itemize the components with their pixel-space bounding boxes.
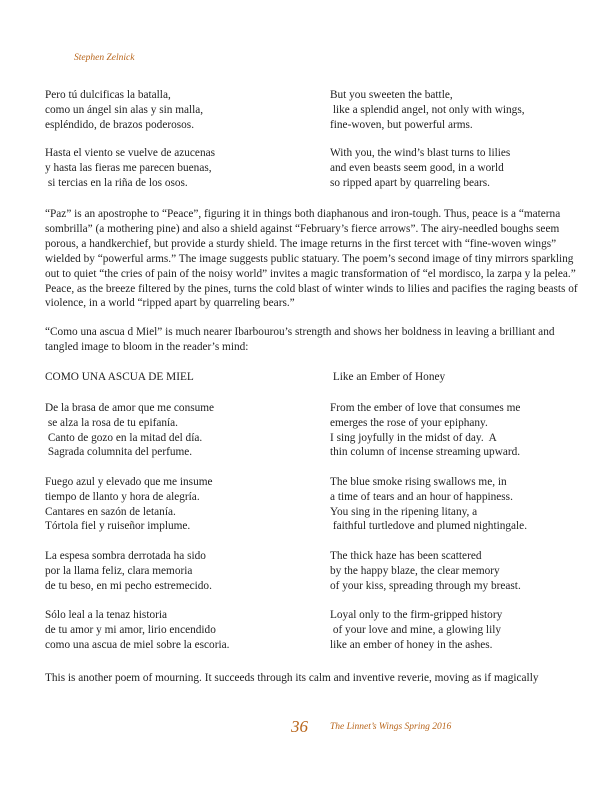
verse-line: Loyal only to the firm-gripped history bbox=[330, 609, 503, 621]
verse-line: The thick haze has been scattered bbox=[330, 550, 482, 562]
verse-line: y hasta las fieras me parecen buenas, bbox=[45, 161, 212, 174]
verse-line: como una ascua de miel sobre la escoria. bbox=[45, 638, 230, 651]
verse-line: Sagrada columnita del perfume. bbox=[45, 446, 193, 459]
english-column bbox=[330, 88, 575, 132]
commentary-paragraph-1: “Paz” is an apostrophe to “Peace”, figuring it in things both diaphanous and iron-tough. Thus, peace is a “materna sombrilla” (a mothering pine) and also a shield against “February’s fierce arrows”. The airy-needled boughs seem porous, a handkerchief, but provide a sturdy shield. The image returns in the first tercet with “fine-woven wings” wielded by “powerful arms.” The image suggests public statuary. The poem’s second image of tiny mirrors sparkling out to quiet “the cries of pain of the noisy world” invites a magic transformation of “el mordisco, la zarpa y la pelea.” Peace, as the breeze filtered by the pines, turns the cold blast of winter winds to lilies and pacifies the raging beasts of violence, in a world “ripped apart by quarreling bears.” bbox=[45, 208, 578, 310]
verse-line: como un ángel sin alas y sin malla, bbox=[45, 103, 204, 116]
verse-line: I sing joyfully in the midst of day. A bbox=[330, 431, 497, 444]
poem2-title-spanish: COMO UNA ASCUA DE MIEL bbox=[45, 371, 194, 383]
spanish-column bbox=[45, 475, 310, 534]
verse-line: With you, the wind’s blast turns to lilies bbox=[330, 147, 511, 159]
poem2-title-english: Like an Ember of Honey bbox=[330, 371, 446, 383]
verse-line: Canto de gozo en la mitad del día. bbox=[45, 431, 203, 444]
poem2-stanza-3 bbox=[45, 549, 575, 593]
running-header-author: Stephen Zelnick bbox=[74, 53, 135, 63]
verse-line: thin column of incense streaming upward. bbox=[330, 446, 521, 459]
verse-line: of your kiss, spreading through my breast. bbox=[330, 579, 521, 592]
verse-line: of your love and mine, a glowing lily bbox=[330, 623, 501, 636]
poem2-stanza-1 bbox=[45, 401, 575, 460]
verse-line: Pero tú dulcificas la batalla, bbox=[45, 89, 171, 101]
spanish-column bbox=[45, 549, 310, 593]
verse-line: si tercias en la riña de los osos. bbox=[45, 176, 188, 189]
verse-line: like a splendid angel, not only with wings, bbox=[330, 103, 525, 116]
verse-line: se alza la rosa de tu epifanía. bbox=[45, 416, 178, 429]
spanish-column bbox=[45, 608, 310, 652]
verse-line: espléndido, de brazos poderosos. bbox=[45, 118, 195, 131]
verse-line: de tu amor y mi amor, lirio encendido bbox=[45, 623, 216, 636]
verse-line: Hasta el viento se vuelve de azucenas bbox=[45, 147, 216, 159]
verse-line: tiempo de llanto y hora de alegría. bbox=[45, 490, 200, 503]
verse-line: From the ember of love that consumes me bbox=[330, 402, 521, 414]
poem2-stanza-2 bbox=[45, 475, 575, 534]
verse-line: Tórtola fiel y ruiseñor implume. bbox=[45, 520, 191, 533]
verse-line: fine-woven, but powerful arms. bbox=[330, 118, 473, 131]
english-column bbox=[330, 146, 575, 190]
poem2-stanza-4 bbox=[45, 608, 575, 652]
english-column bbox=[330, 401, 575, 460]
verse-line: De la brasa de amor que me consume bbox=[45, 402, 215, 414]
verse-line: a time of tears and an hour of happiness. bbox=[330, 490, 513, 503]
english-column bbox=[330, 475, 575, 534]
commentary-paragraph-3: This is another poem of mourning. It succeeds through its calm and inventive reverie, moving as if magically bbox=[45, 672, 539, 684]
poem1-stanza-1 bbox=[45, 88, 575, 132]
verse-line: faithful turtledove and plumed nightingale. bbox=[330, 520, 528, 533]
spanish-column bbox=[45, 88, 310, 132]
spanish-column bbox=[45, 401, 310, 460]
poem1-stanza-2 bbox=[45, 146, 575, 190]
verse-line: Fuego azul y elevado que me insume bbox=[45, 476, 213, 488]
verse-line: emerges the rose of your epiphany. bbox=[330, 416, 488, 429]
verse-line: like an ember of honey in the ashes. bbox=[330, 638, 493, 651]
verse-line: de tu beso, en mi pecho estremecido. bbox=[45, 579, 212, 592]
verse-line: La espesa sombra derrotada ha sido bbox=[45, 550, 206, 562]
verse-line: so ripped apart by quarreling bears. bbox=[330, 176, 490, 189]
verse-line: by the happy blaze, the clear memory bbox=[330, 564, 500, 577]
spanish-column bbox=[45, 146, 310, 190]
verse-line: por la llama feliz, clara memoria bbox=[45, 564, 193, 577]
verse-line: Cantares en sazón de letanía. bbox=[45, 505, 176, 518]
verse-line: The blue smoke rising swallows me, in bbox=[330, 476, 507, 488]
poem2-title-row bbox=[45, 370, 575, 385]
verse-line: But you sweeten the battle, bbox=[330, 89, 453, 101]
commentary-paragraph-2: “Como una ascua d Miel” is much nearer Ibarbourou’s strength and shows her boldness in leaving a brilliant and tangled image to bloom in the reader’s mind: bbox=[45, 326, 555, 353]
verse-line: You sing in the ripening litany, a bbox=[330, 505, 478, 518]
page-number: 36 bbox=[291, 717, 308, 736]
verse-line: and even beasts seem good, in a world bbox=[330, 161, 504, 174]
publication-title: The Linnet’s Wings Spring 2016 bbox=[330, 722, 452, 732]
verse-line: Sólo leal a la tenaz historia bbox=[45, 609, 168, 621]
english-column bbox=[330, 608, 575, 652]
english-column bbox=[330, 549, 575, 593]
